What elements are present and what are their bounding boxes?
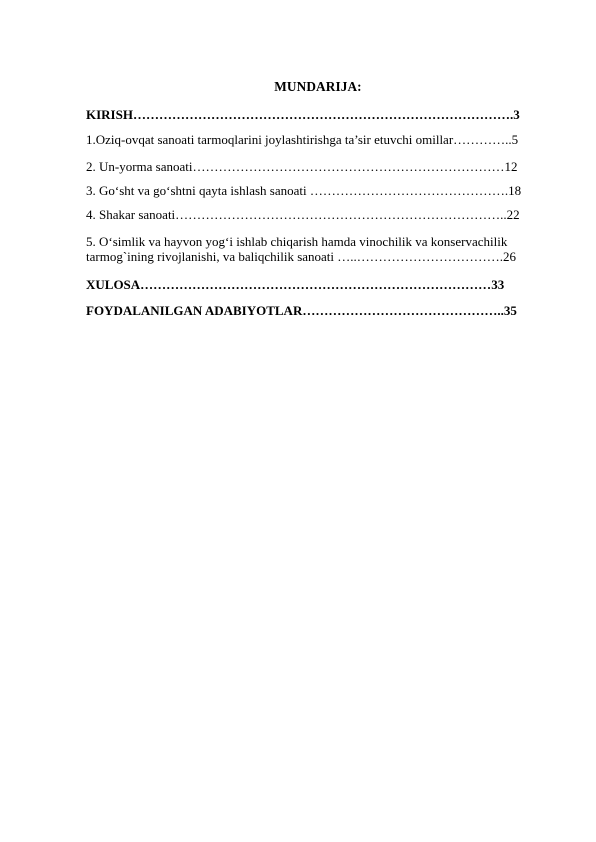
- toc-entry-text-line1: 5. O‘simlik va hayvon yog‘i ishlab chiqarish hamda vinochilik va konservachilik: [86, 234, 508, 249]
- toc-entry-page: 22: [506, 207, 520, 222]
- toc-entry-text-line2: tarmog`ining rivojlanishi, va baliqchilik sanoati …..…………………………….: [86, 249, 504, 264]
- toc-entry-xulosa: [86, 277, 504, 292]
- toc-entry-page: 5: [511, 132, 519, 147]
- toc-entry-kirish: [86, 107, 520, 122]
- toc-entry-page: 33: [491, 277, 505, 292]
- toc-entry-line2: [86, 249, 554, 264]
- toc-title: MUNDARIJA:: [274, 79, 362, 94]
- toc-entry-page: 26: [503, 249, 517, 264]
- toc-entry-text: XULOSA………………………………………………………………………: [86, 277, 492, 292]
- toc-entry-2: [86, 159, 518, 174]
- toc-entry-text: 1.Oziq-ovqat sanoati tarmoqlarini joylashtirishga ta’sir etuvchi omillar…………..: [86, 132, 512, 147]
- toc-entry-1: [86, 132, 518, 147]
- toc-entry-page: 18: [508, 183, 522, 198]
- toc-entry-text: FOYDALANILGAN ADABIYOTLAR………………………………………..: [86, 303, 504, 318]
- toc-entry-page: 3: [513, 107, 520, 122]
- toc-entry-adabiyotlar: [86, 303, 517, 318]
- toc-entry-4: [86, 207, 520, 222]
- toc-entry-text: 4. Shakar sanoati…………………………………………………………………..: [86, 207, 507, 222]
- toc-entry-page: 35: [503, 303, 517, 318]
- toc-entry-text: 2. Un-yorma sanoati………………………………………………………………: [86, 159, 505, 174]
- toc-entry-text: KIRISH…………………………………………………………………………….: [86, 107, 514, 122]
- toc-entry-page: 12: [504, 159, 518, 174]
- toc-entry-5: [86, 234, 554, 264]
- toc-entry-3: [86, 183, 521, 198]
- toc-entry-text: 3. Go‘sht va go‘shtni qayta ishlash sanoati ……………………………………….: [86, 183, 509, 198]
